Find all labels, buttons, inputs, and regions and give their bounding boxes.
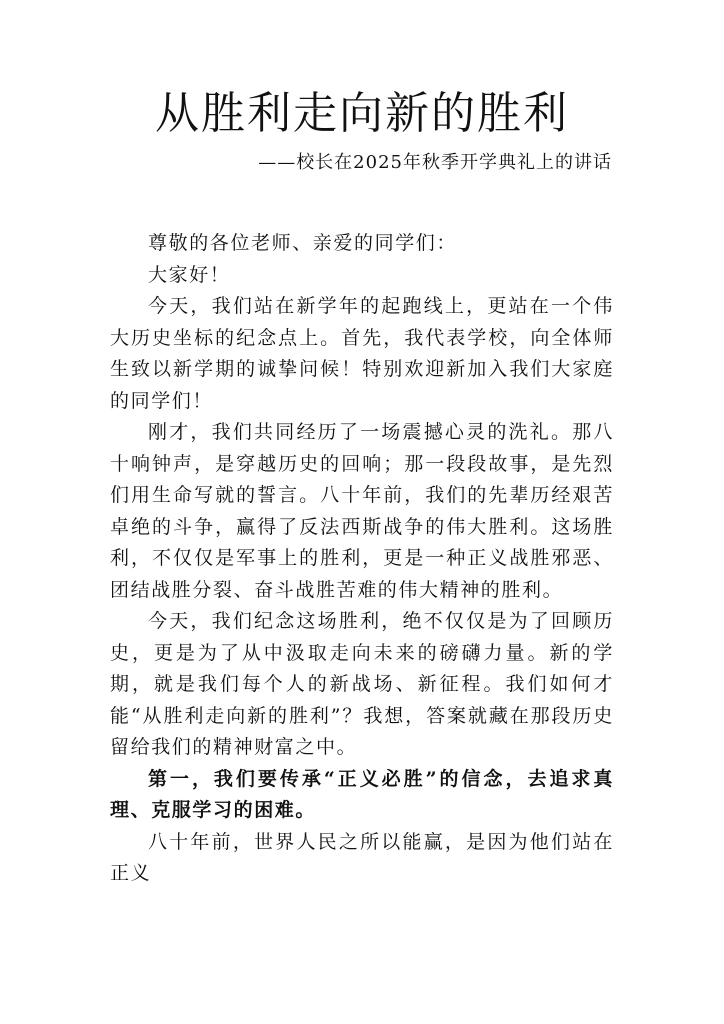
paragraph-purpose: 今天，我们纪念这场胜利，绝不仅仅是为了回顾历史，更是为了从中汲取走向未来的磅礴力量。新的学期，就是我们每个人的新战场、新征程。我们如何才能“从胜利走向新的胜利”？我想，答案就藏在那段历史留给我们的精神财富之中。 — [110, 610, 614, 758]
document-body — [110, 228, 614, 890]
page-title: 从胜利走向新的胜利 — [155, 88, 569, 139]
paragraph-point-one-body: 八十年前，世界人民之所以能赢，是因为他们站在正义 — [110, 830, 614, 884]
paragraph-history: 刚才，我们共同经历了一场震撼心灵的洗礼。那八十响钟声，是穿越历史的回响；那一段段故事，是先烈们用生命写就的誓言。八十年前，我们的先辈历经艰苦卓绝的斗争，赢得了反法西斯战争的伟大胜利。这场胜利，不仅仅是军事上的胜利，更是一种正义战胜邪恶、团结战胜分裂、奋斗战胜苦难的伟大精神的胜利。 — [110, 421, 614, 601]
paragraph-point-one-heading: 第一，我们要传承“正义必胜”的信念，去追求真理、克服学习的困难。 — [110, 767, 614, 821]
paragraph-greeting: 尊敬的各位老师、亲爱的同学们： — [148, 232, 458, 254]
page-subtitle: ——校长在2025年秋季开学典礼上的讲话 — [258, 152, 612, 173]
paragraph-opening: 今天，我们站在新学年的起跑线上，更站在一个伟大历史坐标的纪念点上。首先，我代表学校，向全体师生致以新学期的诚挚问候！特别欢迎新加入我们大家庭的同学们！ — [110, 295, 614, 412]
paragraph-hello: 大家好！ — [148, 263, 231, 286]
